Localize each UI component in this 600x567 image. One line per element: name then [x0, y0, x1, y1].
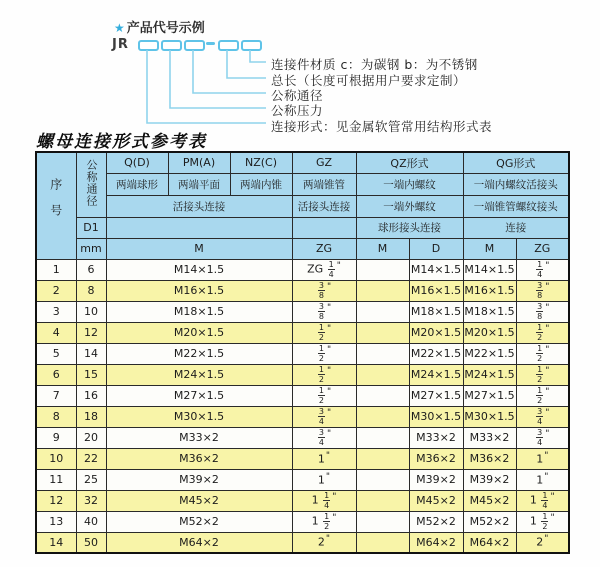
cell-m: M16×1.5: [106, 280, 292, 301]
cell-qg-zg: [516, 385, 569, 406]
diagram-title-text: 产品代号示例: [126, 21, 205, 36]
cell-qg-m: M18×1.5: [463, 301, 516, 322]
cell-qz-m: [356, 322, 409, 343]
inch-mark: ": [326, 281, 332, 292]
cell-m: M33×2: [106, 427, 292, 448]
cell-qg-zg: [516, 427, 569, 448]
cell-qz-m: [356, 280, 409, 301]
header-group-qd: Q(D): [106, 152, 168, 173]
cell-qz-m: [356, 364, 409, 385]
table-row: [36, 448, 569, 469]
inch-mark: ": [326, 365, 332, 376]
label-nominal-press: 公称压力: [271, 103, 324, 118]
cell-zg: 1": [292, 469, 356, 490]
header-unit-m1: M: [106, 238, 292, 259]
cell-qg-zg: [516, 343, 569, 364]
cell-zg: [292, 322, 356, 343]
cell-qz-m: [356, 385, 409, 406]
cell-m: M18×1.5: [106, 301, 292, 322]
cell-qg-m: M27×1.5: [463, 385, 516, 406]
fraction: $\frac{3}{8}$: [537, 280, 543, 300]
table-row: [36, 364, 569, 385]
cell-qg-zg: 1 $\frac{1}{4}$ ": [516, 490, 569, 511]
fraction: $\frac{1}{4}$: [542, 490, 548, 510]
fraction: $\frac{1}{2}$: [318, 385, 324, 405]
cell-d1: 14: [76, 343, 106, 364]
cell-qz-m: [356, 532, 409, 553]
cell-zg: [292, 280, 356, 301]
inch-mark: ": [545, 365, 550, 376]
cell-qz-m: [356, 448, 409, 469]
cell-zg: 2": [292, 532, 356, 553]
fraction: $\frac{3}{4}$: [318, 406, 324, 426]
cell-seq: 9: [36, 427, 76, 448]
header-group-qz: QZ形式: [356, 152, 463, 173]
label-material: 连接件材质 c：为碳钢 b：为不锈钢: [271, 57, 478, 72]
inch-mark: ": [326, 302, 332, 313]
fraction: $\frac{1}{4}$: [328, 259, 334, 279]
header-conn: 连接: [463, 217, 569, 238]
label-connection: 连接形式：见金属软管常用结构形式表: [271, 119, 493, 134]
cell-seq: 4: [36, 322, 76, 343]
cell-qg-m: M45×2: [463, 490, 516, 511]
cell-zg: [292, 364, 356, 385]
inch-mark: ": [326, 344, 332, 355]
product-code-prefix: JR: [112, 37, 129, 52]
fraction: $\frac{3}{4}$: [318, 427, 324, 447]
cell-seq: 8: [36, 406, 76, 427]
inch-mark: ": [332, 491, 337, 502]
cell-qg-m: M36×2: [463, 448, 516, 469]
cell-zg: [292, 406, 356, 427]
cell-qz-d: M20×1.5: [409, 322, 463, 343]
fraction: $\frac{1}{2}$: [537, 364, 543, 384]
table-row: [36, 532, 569, 553]
table-row: [36, 427, 569, 448]
cell-d1: 50: [76, 532, 106, 553]
inch-mark: ": [544, 534, 549, 545]
cell-m: M27×1.5: [106, 385, 292, 406]
inch-mark: ": [545, 407, 550, 418]
inch-mark: ": [326, 428, 332, 439]
cell-d1: 12: [76, 322, 106, 343]
cell-qg-zg: 1": [516, 469, 569, 490]
cell-qz-d: M30×1.5: [409, 406, 463, 427]
cell-d1: 22: [76, 448, 106, 469]
cell-d1: 15: [76, 364, 106, 385]
nut-connection-table: [35, 151, 570, 554]
header-unit-zg1: ZG: [292, 238, 356, 259]
cell-qz-d: M22×1.5: [409, 343, 463, 364]
inch-mark: ": [544, 471, 549, 482]
cell-qz-d: M33×2: [409, 427, 463, 448]
fraction: $\frac{1}{2}$: [318, 322, 324, 342]
fraction: $\frac{1}{2}$: [537, 343, 543, 363]
cell-m: M36×2: [106, 448, 292, 469]
table-row: [36, 259, 569, 280]
cell-d1: 18: [76, 406, 106, 427]
cell-zg: [292, 301, 356, 322]
cell-qg-zg: [516, 322, 569, 343]
header-blank-2: [292, 217, 356, 238]
cell-seq: 14: [36, 532, 76, 553]
fraction: $\frac{1}{2}$: [542, 511, 548, 531]
cell-qg-m: M20×1.5: [463, 322, 516, 343]
header-sub-nzc: 两端内锥: [230, 173, 292, 195]
header-taper-joint: 一端锥管螺纹接头: [463, 195, 569, 217]
cell-qg-zg: 2": [516, 532, 569, 553]
cell-zg: 1": [292, 448, 356, 469]
cell-seq: 12: [36, 490, 76, 511]
inch-mark: ": [545, 323, 550, 334]
cell-m: M24×1.5: [106, 364, 292, 385]
cell-m: M20×1.5: [106, 322, 292, 343]
table-row: [36, 490, 569, 511]
cell-qz-m: [356, 427, 409, 448]
header-d1: D1: [76, 217, 106, 238]
cell-m: M52×2: [106, 511, 292, 532]
cell-qz-m: [356, 343, 409, 364]
cell-zg: [292, 427, 356, 448]
fraction: $\frac{1}{4}$: [324, 490, 330, 510]
cell-qg-m: M52×2: [463, 511, 516, 532]
header-blank-1: [106, 217, 292, 238]
inch-mark: ": [545, 428, 550, 439]
label-nominal-diam: 公称通径: [271, 88, 324, 103]
cell-qz-m: [356, 259, 409, 280]
inch-mark: ": [326, 386, 332, 397]
cell-qg-zg: 1 $\frac{1}{2}$ ": [516, 511, 569, 532]
cell-qg-m: M33×2: [463, 427, 516, 448]
cell-qg-m: M16×1.5: [463, 280, 516, 301]
inch-mark: ": [544, 450, 549, 461]
fraction: $\frac{3}{4}$: [537, 406, 543, 426]
cell-qz-d: M14×1.5: [409, 259, 463, 280]
cell-qg-zg: 1": [516, 448, 569, 469]
cell-qz-m: [356, 469, 409, 490]
cell-qg-zg: [516, 301, 569, 322]
table-row: [36, 385, 569, 406]
inch-mark: ": [336, 260, 341, 271]
header-union-conn-gz: 活接头连接: [292, 195, 356, 217]
header-sub-pma: 两端平面: [168, 173, 230, 195]
header-unit-m2: M: [356, 238, 409, 259]
cell-qz-m: [356, 511, 409, 532]
header-group-pma: PM(A): [168, 152, 230, 173]
cell-qg-m: M14×1.5: [463, 259, 516, 280]
fraction: $\frac{3}{4}$: [537, 427, 543, 447]
header-seq: 序号: [36, 152, 76, 259]
cell-m: M64×2: [106, 532, 292, 553]
cell-seq: 3: [36, 301, 76, 322]
cell-qg-m: M64×2: [463, 532, 516, 553]
fraction: $\frac{3}{8}$: [318, 280, 324, 300]
header-group-nzc: NZ(C): [230, 152, 292, 173]
inch-mark: ": [325, 450, 331, 461]
cell-seq: 5: [36, 343, 76, 364]
cell-qz-m: [356, 490, 409, 511]
cell-qz-d: M16×1.5: [409, 280, 463, 301]
fraction: $\frac{1}{2}$: [318, 364, 324, 384]
fraction: $\frac{1}{2}$: [324, 511, 330, 531]
fraction: $\frac{1}{4}$: [537, 259, 543, 279]
table-row: [36, 343, 569, 364]
inch-mark: ": [325, 471, 331, 482]
cell-zg: 1 $\frac{1}{4}$ ": [292, 490, 356, 511]
cell-qz-d: M64×2: [409, 532, 463, 553]
header-sub-qd: 两端球形: [106, 173, 168, 195]
header-mm: mm: [76, 238, 106, 259]
inch-mark: ": [545, 281, 550, 292]
inch-mark: ": [545, 260, 550, 271]
fraction: $\frac{3}{8}$: [318, 301, 324, 321]
cell-m: M30×1.5: [106, 406, 292, 427]
cell-qz-d: M18×1.5: [409, 301, 463, 322]
cell-d1: 10: [76, 301, 106, 322]
cell-m: M22×1.5: [106, 343, 292, 364]
cell-m: M39×2: [106, 469, 292, 490]
cell-qz-d: M24×1.5: [409, 364, 463, 385]
inch-mark: ": [545, 302, 550, 313]
cell-zg: [292, 385, 356, 406]
star-icon: ★: [114, 21, 125, 35]
cell-qz-d: M39×2: [409, 469, 463, 490]
header-group-gz: GZ: [292, 152, 356, 173]
cell-seq: 2: [36, 280, 76, 301]
inch-mark: ": [545, 344, 550, 355]
header-unit-m3: M: [463, 238, 516, 259]
cell-qg-m: M30×1.5: [463, 406, 516, 427]
header-sub-gz: 两端锥管: [292, 173, 356, 195]
cell-qz-d: M36×2: [409, 448, 463, 469]
cell-seq: 7: [36, 385, 76, 406]
inch-mark: ": [326, 407, 332, 418]
inch-mark: ": [550, 512, 555, 523]
cell-d1: 8: [76, 280, 106, 301]
cell-seq: 13: [36, 511, 76, 532]
cell-qg-zg: [516, 406, 569, 427]
header-ball-joint-conn: 球形接头连接: [356, 217, 463, 238]
table-row: [36, 280, 569, 301]
cell-qg-m: M24×1.5: [463, 364, 516, 385]
table-title: 螺母连接形式参考表: [36, 132, 207, 152]
table-row: [36, 322, 569, 343]
cell-zg: 1 $\frac{1}{2}$ ": [292, 511, 356, 532]
cell-qg-m: M22×1.5: [463, 343, 516, 364]
fraction: $\frac{1}{2}$: [318, 343, 324, 363]
inch-mark: ": [325, 534, 331, 545]
header-group-qg: QG形式: [463, 152, 569, 173]
cell-qz-m: [356, 406, 409, 427]
cell-d1: 25: [76, 469, 106, 490]
cell-qg-zg: [516, 280, 569, 301]
inch-mark: ": [550, 491, 555, 502]
cell-zg: [292, 343, 356, 364]
cell-seq: 1: [36, 259, 76, 280]
cell-qz-d: M45×2: [409, 490, 463, 511]
fraction: $\frac{1}{2}$: [537, 322, 543, 342]
cell-m: M45×2: [106, 490, 292, 511]
fraction: $\frac{3}{8}$: [537, 301, 543, 321]
cell-qg-m: M39×2: [463, 469, 516, 490]
inch-mark: ": [332, 512, 337, 523]
cell-qz-d: M27×1.5: [409, 385, 463, 406]
table-row: [36, 469, 569, 490]
inch-mark: ": [326, 323, 332, 334]
cell-qz-m: [356, 301, 409, 322]
label-total-length: 总长（长度可根据用户要求定制）: [271, 73, 467, 88]
table-body: [36, 259, 569, 553]
cell-seq: 6: [36, 364, 76, 385]
cell-d1: 40: [76, 511, 106, 532]
fraction: $\frac{1}{2}$: [537, 385, 543, 405]
table-row: [36, 301, 569, 322]
header-unit-d: D: [409, 238, 463, 259]
header-sub-qg: 一端内螺纹活接头: [463, 173, 569, 195]
cell-qg-zg: [516, 364, 569, 385]
cell-d1: 6: [76, 259, 106, 280]
cell-seq: 10: [36, 448, 76, 469]
table-row: [36, 511, 569, 532]
cell-d1: 20: [76, 427, 106, 448]
header-ext-thread: 一端外螺纹: [356, 195, 463, 217]
header-sub-qz: 一端内螺纹: [356, 173, 463, 195]
header-diameter: 公称通径: [76, 152, 106, 217]
cell-d1: 32: [76, 490, 106, 511]
cell-qg-zg: [516, 259, 569, 280]
cell-d1: 16: [76, 385, 106, 406]
cell-qz-d: M52×2: [409, 511, 463, 532]
inch-mark: ": [545, 386, 550, 397]
cell-zg: ZG $\frac{1}{4}$ ": [292, 259, 356, 280]
table-row: [36, 406, 569, 427]
header-unit-zg2: ZG: [516, 238, 569, 259]
cell-m: M14×1.5: [106, 259, 292, 280]
cell-seq: 11: [36, 469, 76, 490]
header-union-conn: 活接头连接: [106, 195, 292, 217]
